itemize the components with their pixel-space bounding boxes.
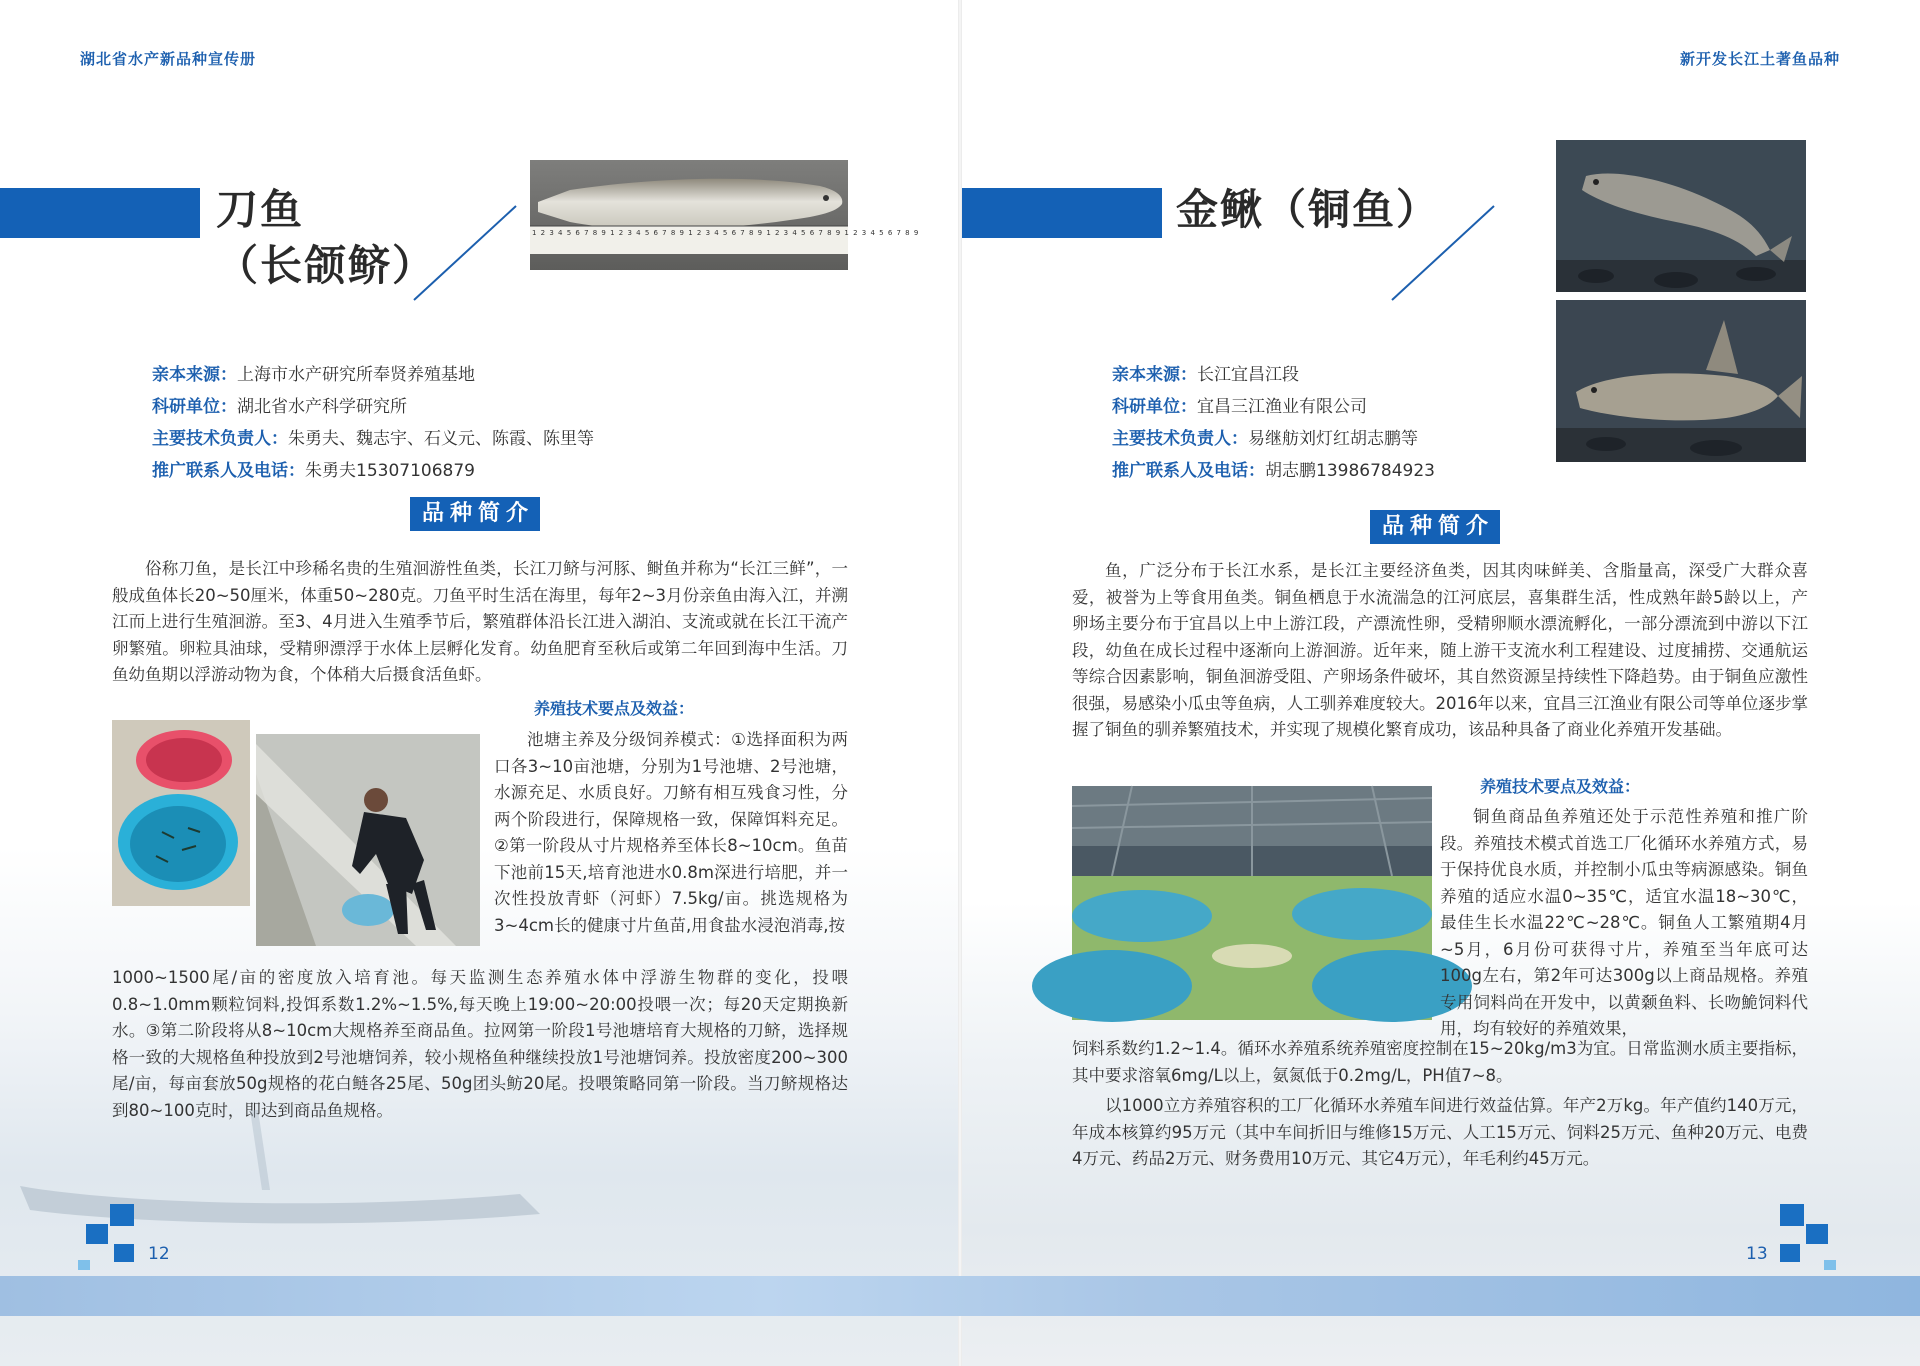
info-row xyxy=(152,359,594,391)
intro-badge-left: 品种简介 xyxy=(410,497,540,531)
pond-worker-photo xyxy=(256,734,480,946)
pond-worker-illustration xyxy=(256,734,480,946)
info-value: 宜昌三江渔业有限公司 xyxy=(1197,397,1367,417)
info-value: 胡志鹏13986784923 xyxy=(1265,461,1435,481)
tech-paragraph-left-b: 1000~1500尾/亩的密度放入培育池。每天监测生态养殖水体中浮游生物群的变化，投喂0.8~1.0mm颗粒饲料,投饵系数1.2%~1.5%,每天晚上19:00~20:00投喂一次；每20天定期换新水。③第二阶段将从8~10cm大规格养至商品鱼。拉网第一阶段1号池塘培育大规格的刀鲚，选择规格一致的大规格鱼种投放到2号池塘饲养，较小规格鱼种继续投放1号池塘饲养。投放密度200~300尾/亩，每亩套放50g规格的花白鲢各25尾、50g团头鲂20尾。投喂策略同第一阶段。当刀鲚规格达到80~100克时，即达到商品鱼规格。 xyxy=(112,968,848,1120)
tech-heading-right: 养殖技术要点及效益： xyxy=(1480,777,1641,796)
info-row xyxy=(1112,423,1435,455)
info-label: 推广联系人及电话： xyxy=(1112,461,1265,481)
info-value: 长江宜昌江段 xyxy=(1197,365,1299,385)
page-title-right: 金鳅（铜鱼） xyxy=(1176,185,1441,234)
running-head-right: 新开发长江土著鱼品种 xyxy=(1679,50,1840,68)
info-label: 科研单位： xyxy=(1112,397,1197,417)
title-slash-right xyxy=(1388,202,1498,302)
info-value: 朱勇夫15307106879 xyxy=(305,461,475,481)
intro-badge-right: 品种简介 xyxy=(1370,510,1500,544)
info-label: 推广联系人及电话： xyxy=(152,461,305,481)
tech-paragraph-right-a: 铜鱼商品鱼养殖还处于示范性养殖和推广阶段。养殖技术模式首选工厂化循环水养殖方式，易于保持优良水质，并控制小瓜虫等病源感染。铜鱼养殖的适应水温0~35℃，适宜水温18~30℃，最佳生长水温22℃~28℃。铜鱼人工繁殖期4月~5月，6月份可获得寸片，养殖至当年底可达100g左右，第2年可达300g以上商品规格。养殖专用饲料尚在开发中，以黄颡鱼料、长吻鮠饲料代用，均有较好的养殖效果， xyxy=(1440,807,1808,1038)
fish-farm-hall-photo xyxy=(1072,786,1432,1020)
page-number-right: 13 xyxy=(1746,1244,1768,1264)
copperfish-illustration-top xyxy=(1556,140,1806,292)
tech-paragraph-left-a: 池塘主养及分级饲养模式：①选择面积为两口各3~10亩池塘，分别为1号池塘、2号池塘，水源充足、水质良好。刀鲚有相互残食习性，分两个阶段进行，保障规格一致，保障饵料充足。②第一阶段从寸片规格养至体长8~10cm。鱼苗下池前15天,培育池进水0.8m深进行培肥，并一次性投放青虾（河虾）7.5kg/亩。挑选规格为3~4cm长的健康寸片鱼苗,用食盐水浸泡消毒,按 xyxy=(494,730,848,935)
info-block-left xyxy=(152,359,594,487)
tech-heading-left: 养殖技术要点及效益： xyxy=(534,699,695,718)
buckets-photo xyxy=(112,720,250,906)
copperfish-photo-bottom xyxy=(1556,300,1806,462)
info-label: 主要技术负责人： xyxy=(1112,429,1248,449)
running-head-left: 湖北省水产新品种宣传册 xyxy=(80,50,257,68)
info-label: 亲本来源： xyxy=(1112,365,1197,385)
info-row xyxy=(1112,359,1435,391)
title-bar-right xyxy=(962,188,1162,238)
intro-paragraph-right: 鱼，广泛分布于长江水系，是长江主要经济鱼类，因其肉味鲜美、含脂量高，深受广大群众喜爱，被誉为上等食用鱼类。铜鱼栖息于水流湍急的江河底层，喜集群生活，性成熟年龄5龄以上，产卵场主要分布于宜昌以上中上游江段，产漂流性卵，受精卵顺水漂流孵化，一部分漂流到中游以下江段，幼鱼在成长过程中逐渐向上游洄游。近年来，随上游干支流水利工程建设、过度捕捞、交通航运等综合因素影响，铜鱼洄游受阻、产卵场条件破坏，其自然资源呈持续性下降趋势。由于铜鱼应激性很强，易感染小瓜虫等鱼病，人工驯养难度较大。2016年以来，宜昌三江渔业有限公司等单位逐步掌握了铜鱼的驯养繁殖技术，并实现了规模化繁育成功，该品种具备了商业化养殖开发基础。 xyxy=(1072,561,1808,739)
knifefish-illustration xyxy=(530,160,920,270)
footer-band xyxy=(0,1276,1920,1316)
info-row xyxy=(1112,455,1435,487)
info-value: 易继舫刘灯红胡志鹏等 xyxy=(1248,429,1418,449)
book-spine xyxy=(958,0,962,1366)
page-number-left: 12 xyxy=(148,1244,170,1264)
info-value: 上海市水产研究所奉贤养殖基地 xyxy=(237,365,475,385)
intro-paragraph-left: 俗称刀鱼，是长江中珍稀名贵的生殖洄游性鱼类，长江刀鲚与河豚、鲥鱼并称为“长江三鲜”，一般成鱼体长20~50厘米，体重50~280克。刀鱼平时生活在海里，每年2~3月份亲鱼由海入江，并溯江而上进行生殖洄游。至3、4月进入生殖季节后，繁殖群体沿长江进入湖泊、支流或就在长江干流产卵繁殖。卵粒具油球，受精卵漂浮于水体上层孵化发育。幼鱼肥育至秋后或第二年回到海中生活。刀鱼幼鱼期以浮游动物为食，个体稍大后摄食活鱼虾。 xyxy=(112,559,848,684)
tech-paragraph-right-c: 以1000立方养殖容积的工厂化循环水养殖车间进行效益估算。年产2万kg。年产值约140万元，年成本核算约95万元（其中车间折旧与维修15万元、人工15万元、饲料25万元、鱼种20万元、电费4万元、药品2万元、财务费用10万元、其它4万元），年毛利约45万元。 xyxy=(1072,1096,1808,1168)
page-title-line2: （长颌鲚） xyxy=(216,241,437,290)
page-title-line1: 刀鱼 xyxy=(216,185,305,234)
title-bar-left xyxy=(0,188,200,238)
tech-paragraph-right-b: 饲料系数约1.2~1.4。循环水养殖系统养殖密度控制在15~20kg/m3为宜。日常监测水质主要指标，其中要求溶氧6mg/L以上，氨氮低于0.2mg/L，PH值7~8。 xyxy=(1072,1039,1808,1085)
info-label: 亲本来源： xyxy=(152,365,237,385)
info-value: 朱勇夫、魏志宇、石义元、陈霞、陈里等 xyxy=(288,429,594,449)
corner-squares-right xyxy=(1768,1200,1838,1270)
right-page xyxy=(960,0,1920,1366)
info-block-right xyxy=(1112,359,1435,487)
info-row xyxy=(152,455,594,487)
copperfish-photo-top xyxy=(1556,140,1806,292)
info-value: 湖北省水产科学研究所 xyxy=(237,397,407,417)
info-row xyxy=(152,423,594,455)
title-slash-left xyxy=(410,202,520,302)
info-row xyxy=(152,391,594,423)
info-row xyxy=(1112,391,1435,423)
fish-farm-hall-illustration xyxy=(1072,786,1432,1020)
copperfish-illustration-bottom xyxy=(1556,300,1806,462)
buckets-illustration xyxy=(112,720,250,906)
corner-squares-left xyxy=(76,1200,146,1270)
knifefish-photo xyxy=(530,160,920,270)
info-label: 科研单位： xyxy=(152,397,237,417)
info-label: 主要技术负责人： xyxy=(152,429,288,449)
ruler-scale: 1 2 3 4 5 6 7 8 9 1 2 3 4 5 6 7 8 9 1 2 3 4 5 6 7 8 9 1 2 3 4 5 6 7 8 9 1 2 3 4 5 6 7 8 9 xyxy=(532,229,920,237)
